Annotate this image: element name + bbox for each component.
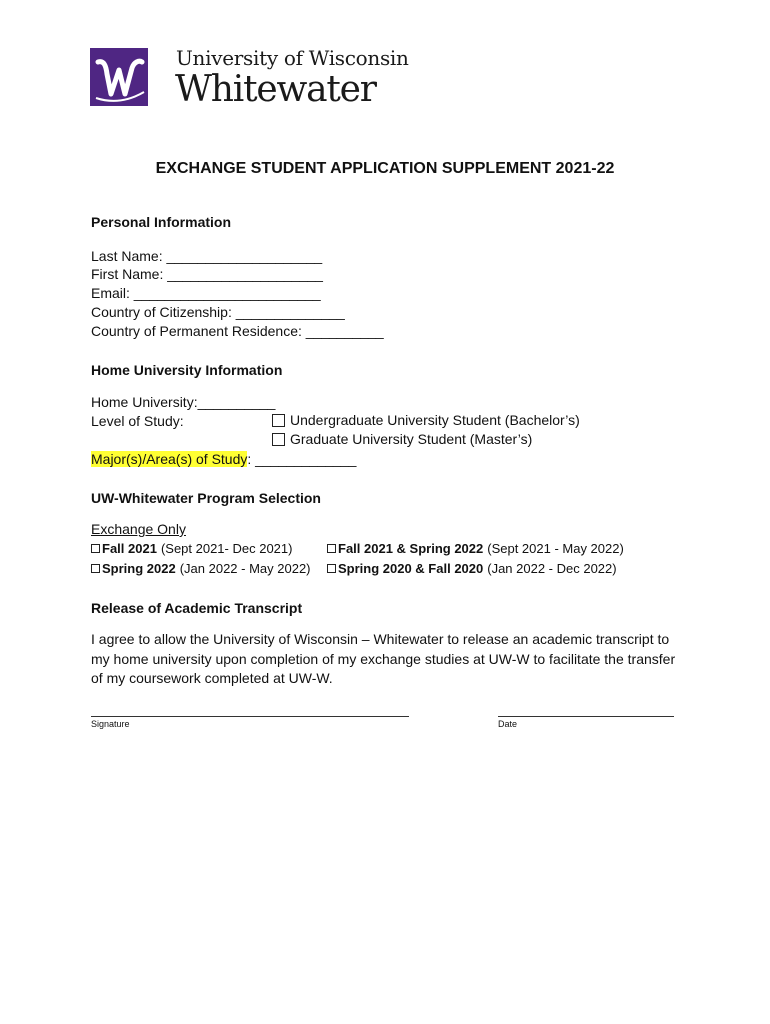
signature-label: Signature — [91, 719, 130, 729]
uw-w-logo-icon — [90, 48, 148, 106]
checkbox-icon[interactable] — [272, 433, 285, 446]
undergraduate-label: Undergraduate University Student (Bachelor’s) — [290, 412, 580, 428]
release-paragraph: I agree to allow the University of Wisconsin – Whitewater to release an academic transcript to my home university upon completion of my exchange studies at UW-W to facilitate the transfer of my coursework completed at UW-W. — [91, 631, 676, 686]
home-university-field[interactable]: Home University:__________ — [91, 394, 276, 410]
checkbox-icon[interactable] — [91, 544, 100, 553]
first-name-field[interactable]: First Name: ____________________ — [91, 266, 323, 282]
residence-field[interactable]: Country of Permanent Residence: __________ — [91, 323, 384, 339]
date-label: Date — [498, 719, 518, 729]
major-blank: : _____________ — [247, 451, 357, 467]
last-name-field[interactable]: Last Name: ____________________ — [91, 248, 323, 264]
personal-info-heading: Personal Information — [91, 214, 232, 230]
date-line[interactable] — [498, 716, 674, 717]
program-option-spring-2022[interactable]: Spring 2022 (Jan 2022 - May 2022) — [91, 561, 311, 576]
program-option-spring-fall[interactable]: Spring 2020 & Fall 2020 (Jan 2022 - Dec 2022) — [327, 561, 617, 576]
graduate-label: Graduate University Student (Master’s) — [290, 431, 533, 447]
page-title: EXCHANGE STUDENT APPLICATION SUPPLEMENT 2021-22 — [155, 160, 615, 177]
program-option-fall-spring[interactable]: Fall 2021 & Spring 2022 (Sept 2021 - May 2022) — [327, 541, 624, 556]
citizenship-field[interactable]: Country of Citizenship: ______________ — [91, 304, 345, 320]
logo-university-text: University of Wisconsin — [176, 46, 409, 70]
major-label: Major(s)/Area(s) of Study — [91, 451, 248, 467]
exchange-only-subheading: Exchange Only — [91, 521, 186, 537]
university-logo — [90, 44, 409, 112]
release-heading: Release of Academic Transcript — [91, 600, 303, 616]
checkbox-icon[interactable] — [327, 544, 336, 553]
checkbox-icon[interactable] — [327, 564, 336, 573]
signature-line[interactable] — [91, 716, 409, 717]
home-university-heading: Home University Information — [91, 362, 283, 378]
email-field[interactable]: Email: ________________________ — [91, 285, 321, 301]
program-option-fall-2021[interactable]: Fall 2021 (Sept 2021- Dec 2021) — [91, 541, 292, 556]
graduate-option[interactable] — [272, 431, 532, 447]
checkbox-icon[interactable] — [272, 414, 285, 427]
program-selection-heading: UW-Whitewater Program Selection — [91, 490, 321, 506]
logo-campus-text: Whitewater — [175, 69, 376, 110]
checkbox-icon[interactable] — [91, 564, 100, 573]
undergraduate-option[interactable] — [272, 412, 580, 428]
level-of-study-label: Level of Study: — [91, 413, 184, 429]
major-field[interactable] — [91, 451, 356, 467]
